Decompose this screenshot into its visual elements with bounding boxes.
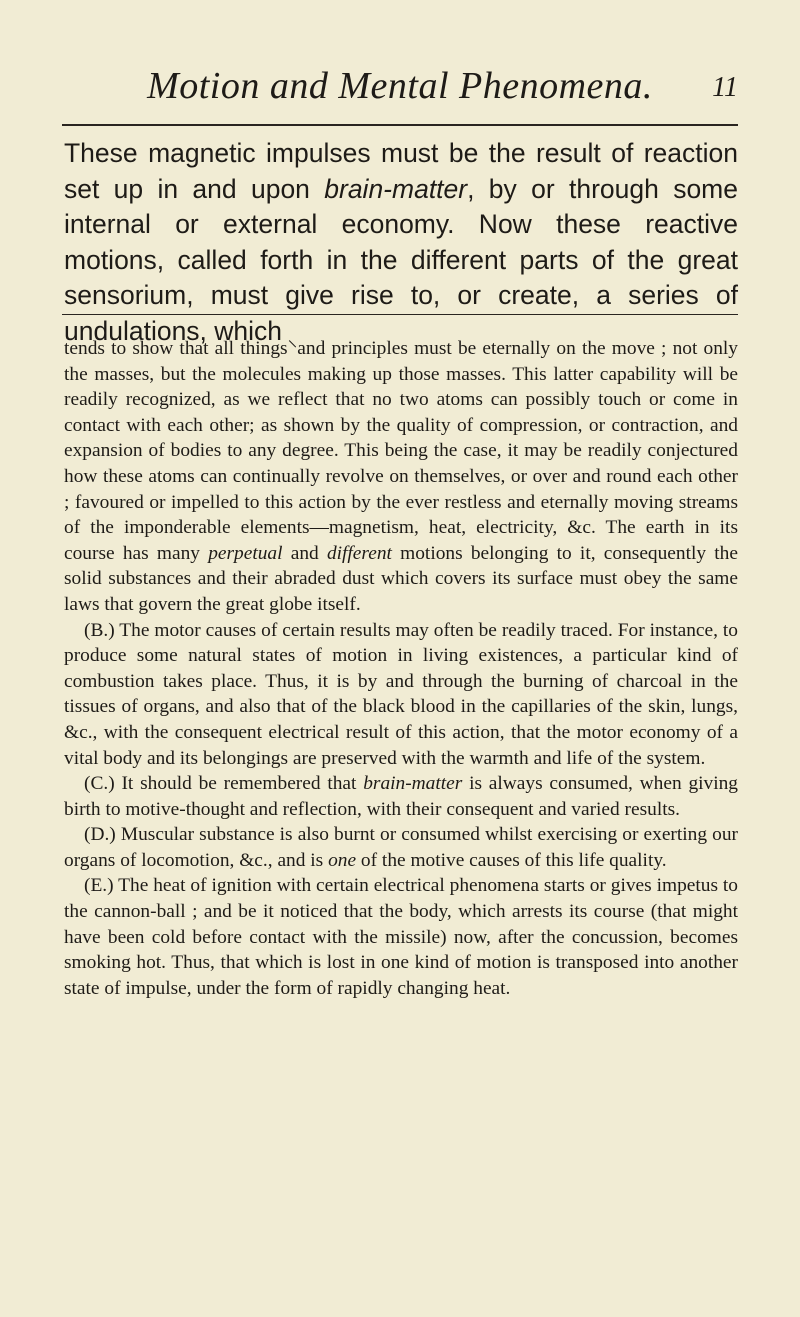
page-header <box>0 62 800 112</box>
p1-emphasis-2: different <box>326 542 392 564</box>
p1-text-c: motions belonging to it, consequently the solid substances and their abraded dust which covers its surface must obey the same laws that govern the great globe itself. <box>64 542 738 615</box>
paragraph-d <box>64 822 738 873</box>
p1-emphasis-1: perpetual <box>208 542 283 564</box>
p4-emphasis: one <box>328 849 357 871</box>
mid-rule <box>62 314 738 315</box>
p3-text-b: is always consumed, when giving birth to motive-thought and reflection, with their consequent and varied results. <box>64 773 739 820</box>
paragraph-1 <box>64 336 738 618</box>
quote-text-1: These magnetic impulses must be the result of reaction set up in and upon <box>64 138 738 204</box>
p1-text-b: and <box>282 542 327 564</box>
quote-text-2: , by or through some internal or external economy. Now these reactive motions, called forth in the different parts of the great sensorium, must give rise to, or create, a series of undulations, which <box>64 173 738 346</box>
page-number: 11 <box>712 72 738 103</box>
quote-emphasis: brain-matter <box>324 173 468 204</box>
top-rule <box>62 124 738 126</box>
p3-text-a: (C.) It should be remembered that <box>84 773 364 795</box>
p1-text-a: tends to show that all things⸌and principles must be eternally on the move ; not only the masses, but the molecules making up those masses. This latter capability will be readily recognized, as we reflect that no two atoms can possibly touch or come in contact with each other; as shown by the quality of compression, or contraction, and expansion of bodies to any degree. This being the case, it may be readily conjectured how these atoms can continually revolve on themselves, or over and round each other ; favoured or impelled to this action by the ever restless and eternally moving streams of the imponderable elements—magnetism, heat, electricity, &c. The earth in its course has many <box>64 338 738 564</box>
p3-emphasis: brain-matter <box>363 773 463 795</box>
p4-text-a: (D.) Muscular substance is also burnt or consumed whilst exercising or exerting our organs of locomotion, &c., and is <box>64 824 738 871</box>
p4-text-b: of the motive causes of this life quality. <box>356 849 667 871</box>
quoted-passage <box>64 136 738 349</box>
paragraph-c <box>64 771 738 822</box>
paragraph-e: (E.) The heat of ignition with certain electrical phenomena starts or gives impetus to the cannon-ball ; and be it noticed that the body, which arrests its course (that might have been cold before contact with the missile) now, after the concussion, becomes smoking hot. Thus, that which is lost in one kind of motion is transposed into another state of impulse, under the form of rapidly changing heat. <box>64 875 738 999</box>
paragraph-b: (B.) The motor causes of certain results may often be readily traced. For instance, to produce some natural states of motion in living existences, a particular kind of combustion takes place. Thus, it is by and through the burning of charcoal in the tissues of organs, and also that of the black blood in the capillaries of the skin, lungs, &c., with the consequent electrical result of this action, that the motor economy of a vital body and its belongings are preserved with the warmth and life of the system. <box>64 619 738 769</box>
running-title: Motion and Mental Phenomena. <box>147 65 653 107</box>
body-text <box>64 336 738 1001</box>
